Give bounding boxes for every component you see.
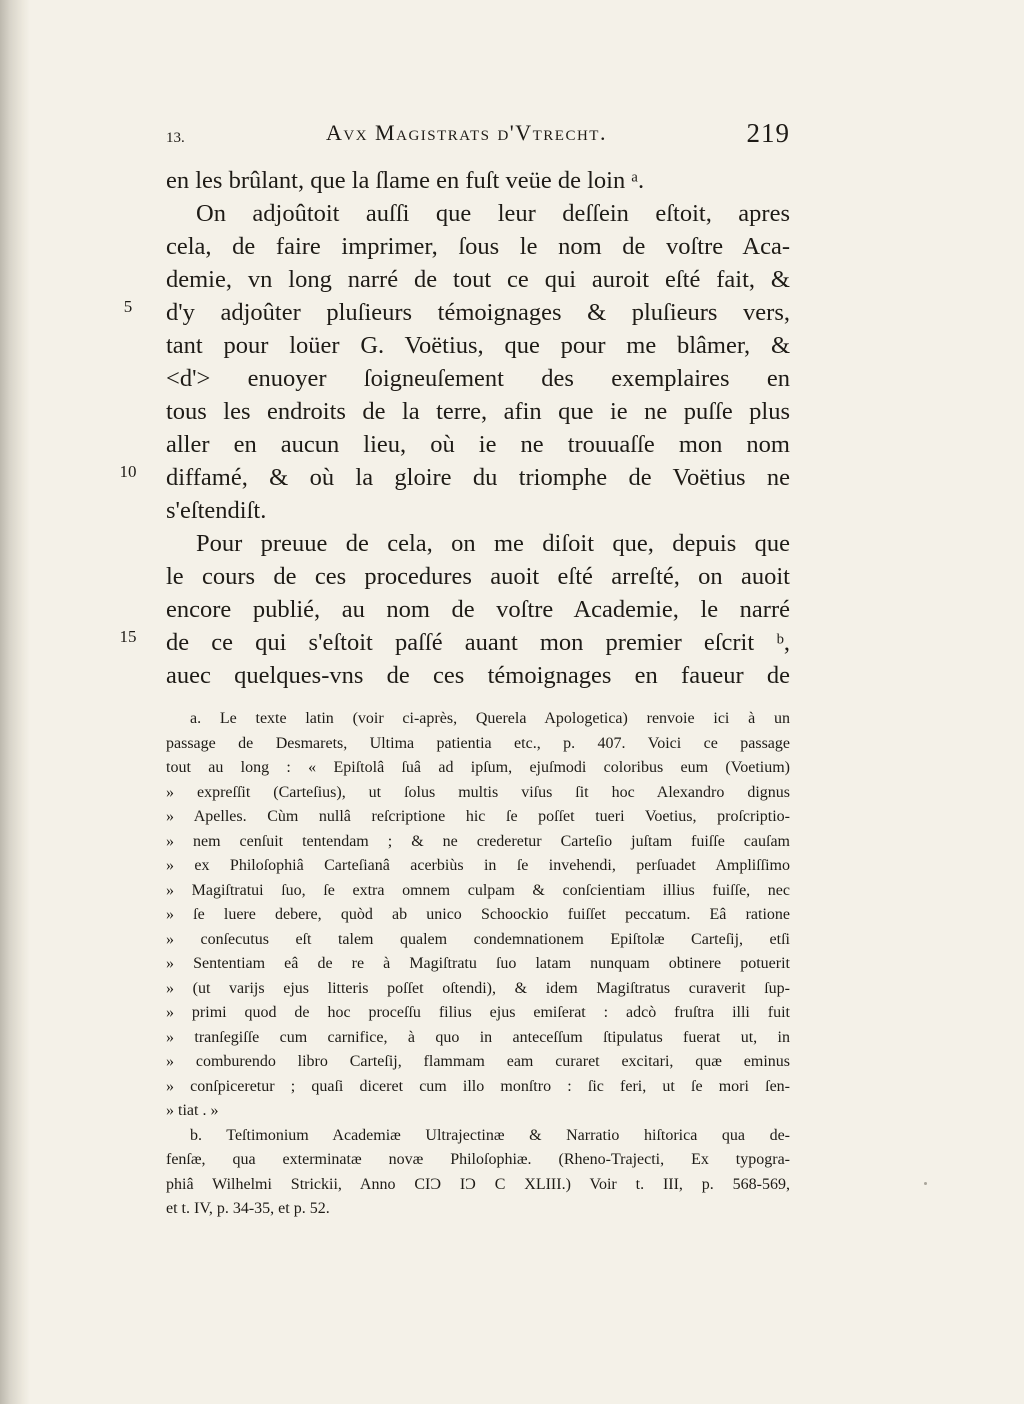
page-number: 219	[746, 118, 790, 148]
text-line: de ce qui s'eſtoit paſſé auant mon premier eſcrit ᵇ,	[166, 629, 790, 656]
line-number-5: 5	[123, 297, 133, 316]
footnote-a-line: passage de Desmarets, Ultima patientia etc., p. 407. Voici ce passage	[166, 734, 790, 752]
paper-speck	[924, 1182, 927, 1185]
text-line: s'eſtendiſt.	[166, 497, 267, 524]
line-number-15: 15	[119, 627, 137, 646]
footnote-a-line: » nem cenſuit tentendam ; & ne crederetur Carteſio juſtam fuiſſe cauſam	[166, 832, 790, 850]
text-line: <d'> enuoyer ſoigneuſement des exemplaires en	[166, 365, 790, 392]
footnote-b-line: et t. IV, p. 34-35, et p. 52.	[166, 1200, 330, 1217]
text-line: tous les endroits de la terre, afin que ie ne puſſe plus	[166, 398, 790, 425]
text-line: auec quelques-vns de ces témoignages en faueur de	[166, 662, 790, 689]
text-line: d'y adjoûter pluſieurs témoignages & pluſieurs vers,	[166, 299, 790, 326]
footnote-a-line: » Sententiam eâ de re à Magiſtratu ſuo latam nunquam obtinere potuerit	[166, 955, 790, 972]
text-line: en les brûlant, que la ſlame en fuſt veüe de loin ᵃ.	[166, 167, 645, 194]
footnote-a-line: » expreſſit (Carteſius), ut ſolus multis viſus ſit hoc Alexandro dignus	[166, 783, 790, 801]
page-gutter-shadow	[0, 0, 30, 1404]
footnote-b-line: fenſæ, qua exterminatæ novæ Philoſophiæ. (Rheno-Trajecti, Ex typogra-	[166, 1151, 790, 1168]
footnote-a-line: » primi quod de hoc proceſſu filius ejus emiſerat : adcò fruſtra illi fuit	[166, 1004, 790, 1021]
footnote-a-line: tout au long : « Epiſtolâ ſuâ ad ipſum, ejuſmodi coloribus eum (Voetium)	[166, 759, 790, 776]
footnotes	[166, 707, 790, 1222]
footnote-a-line: » Magiſtratui ſuo, ſe extra omnem culpam & conſcientiam illius fuiſſe, nec	[166, 881, 790, 899]
running-header	[166, 120, 790, 154]
text-line: Pour preuue de cela, on me diſoit que, depuis que	[196, 530, 790, 557]
footnote-a-line: » conſpiceretur ; quaſi diceret cum illo monſtro : ſic feri, ut ſe mori ſen-	[166, 1077, 790, 1095]
footnote-b-line: b. Teſtimonium Academiæ Ultrajectinæ & Narratio hiſtorica qua de-	[190, 1126, 790, 1144]
footnote-a-line: » ex Philoſophiâ Carteſianâ acerbiùs in ſe invehendi, perſuadet Ampliſſimo	[166, 857, 790, 874]
running-title: Avx Magistrats d'Vtrecht.	[326, 120, 607, 145]
text-line: le cours de ces procedures auoit eſté arreſté, on auoit	[166, 563, 790, 590]
footnote-a-line: » tranſegiſſe cum carnifice, à quo in anteceſſum ſtipulatus fuerat ut, in	[166, 1028, 790, 1046]
text-line: tant pour loüer G. Voëtius, que pour me blâmer, &	[166, 332, 790, 359]
footnote-a-line: » (ut varijs ejus litteris poſſet oſtendi), & idem Magiſtratus curaverit ſup-	[166, 979, 790, 997]
footnote-a-line: » conſecutus eſt talem qualem condemnationem Epiſtolæ Carteſij, etſi	[166, 930, 790, 948]
text-line: diffamé, & où la gloire du triomphe de Voëtius ne	[166, 464, 790, 491]
text-line: cela, de faire imprimer, ſous le nom de voſtre Aca-	[166, 233, 790, 260]
text-line: On adjoûtoit auſſi que leur deſſein eſtoit, apres	[196, 200, 790, 227]
line-number-10: 10	[119, 462, 137, 481]
footnote-a-line: a. Le texte latin (voir ci-après, Querela Apologetica) renvoie ici à un	[190, 710, 790, 727]
footnote-a-line: » tiat . »	[166, 1102, 219, 1119]
footnote-a-line: » ſe luere debere, quòd ab unico Schoockio fuiſſet peccatum. Eâ ratione	[166, 906, 790, 923]
main-text	[166, 164, 790, 692]
footnote-a-line: » Apelles. Cùm nullâ reſcriptione hic ſe poſſet tueri Voetius, proſcriptio-	[166, 808, 790, 825]
chapter-number: 13.	[166, 130, 185, 146]
footnote-a-line: » comburendo libro Carteſij, flammam eam curaret excitari, quæ eminus	[166, 1053, 790, 1070]
footnote-b-line: phiâ Wilhelmi Strickii, Anno CIƆ IƆ C XLIII.) Voir t. III, p. 568-569,	[166, 1175, 790, 1193]
text-line: demie, vn long narré de tout ce qui auroit eſté fait, &	[166, 266, 790, 293]
text-line: aller en aucun lieu, où ie ne trouuaſſe mon nom	[166, 431, 790, 458]
text-line: encore publié, au nom de voſtre Academie, le narré	[166, 596, 790, 623]
